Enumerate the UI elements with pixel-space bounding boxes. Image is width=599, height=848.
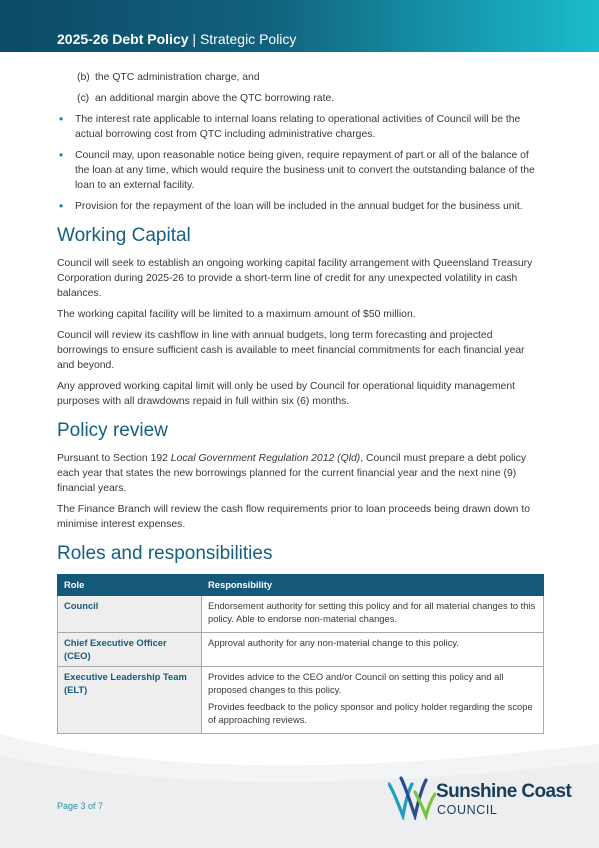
header-subtitle: Strategic Policy — [199, 31, 297, 47]
bullet-list — [57, 112, 544, 214]
sub-item-marker: (c) — [77, 93, 90, 104]
responsibility-cell — [202, 595, 544, 632]
page-number: Page 3 of 7 — [57, 801, 104, 811]
column-header-responsibility: Responsibility — [202, 575, 544, 596]
role-cell: Executive Leadership Team (ELT) — [58, 666, 202, 733]
section-heading-roles: Roles and responsibilities — [57, 543, 273, 564]
section-heading-working-capital: Working Capital — [57, 225, 191, 246]
section-heading-policy-review: Policy review — [57, 420, 168, 441]
sub-item-b — [57, 70, 544, 85]
paragraph — [57, 451, 544, 496]
sub-item-marker: (b) — [77, 72, 90, 83]
responsibility-text: Approval authority for any non-material change to this policy. — [208, 636, 459, 648]
responsibility-text: Endorsement authority for setting this policy and for all material changes to this policy. Able to endorse non-material changes. — [208, 599, 536, 624]
sub-item-text: an additional margin above the QTC borrowing rate. — [95, 93, 335, 104]
header-separator: | — [192, 31, 197, 47]
logo-council: COUNCIL — [437, 803, 498, 817]
role-cell: Council — [58, 595, 202, 632]
sub-item-text: the QTC administration charge, and — [95, 72, 260, 83]
paragraph: The working capital facility will be limited to a maximum amount of $50 million. — [57, 309, 416, 320]
bullet-item: • The interest rate applicable to internal loans relating to operational activities of Council will be the actual borrowing cost from QTC including administrative charges. — [57, 112, 544, 142]
responsibility-text: Provides advice to the CEO and/or Council on setting this policy and all proposed changes to this policy. — [208, 670, 504, 695]
responsibility-text: Provides feedback to the policy sponsor and policy holder regarding the scope of approaching reviews. — [208, 700, 533, 725]
table-header-row — [58, 575, 544, 596]
paragraph: Council will seek to establish an ongoing working capital facility arrangement with Queensland Treasury Corporation during 2025-26 to provide a short-term line of credit for any unexpected volatility in cash balances. — [57, 258, 533, 299]
bullet-item: • Provision for the repayment of the loan will be included in the annual budget for the business unit. — [57, 199, 544, 214]
regulation-citation: Local Government Regulation 2012 (Qld) — [170, 453, 361, 464]
main-content — [57, 70, 544, 734]
role-cell: Chief Executive Officer (CEO) — [58, 632, 202, 666]
page-header — [0, 0, 599, 52]
column-header-role: Role — [58, 575, 202, 596]
table-row — [58, 632, 544, 666]
responsibility-cell — [202, 632, 544, 666]
sub-item-c — [57, 91, 544, 106]
header-title: 2025-26 Debt Policy — [57, 31, 189, 47]
paragraph: The Finance Branch will review the cash flow requirements prior to loan proceeds being drawn down to minimise interest expenses. — [57, 504, 531, 530]
council-logo — [388, 770, 573, 825]
text-span: , Council must prepare a debt policy each year that states the new borrowings planned for the current financial year and the next nine (9) financial years. — [57, 453, 527, 494]
paragraph: Council will review its cashflow in line with annual budgets, long term forecasting and projected borrowings to ensure sufficient cash is available to meet financial commitments for each financial year and beyond. — [57, 330, 525, 371]
paragraph: Any approved working capital limit will only be used by Council for operational liquidity management purposes with all drawdowns repaid in full within six (6) months. — [57, 381, 516, 407]
text-span: Pursuant to Section 192 — [57, 453, 171, 464]
header-title-line — [57, 30, 296, 48]
table-row — [58, 595, 544, 632]
bullet-item: • Council may, upon reasonable notice being given, require repayment of part or all of the balance of the loan at any time, which would require the business unit to convert the outstanding balance of the loan to an external facility. — [57, 148, 544, 193]
logo-name: Sunshine Coast — [436, 781, 572, 802]
wave-logo-icon — [388, 770, 436, 820]
